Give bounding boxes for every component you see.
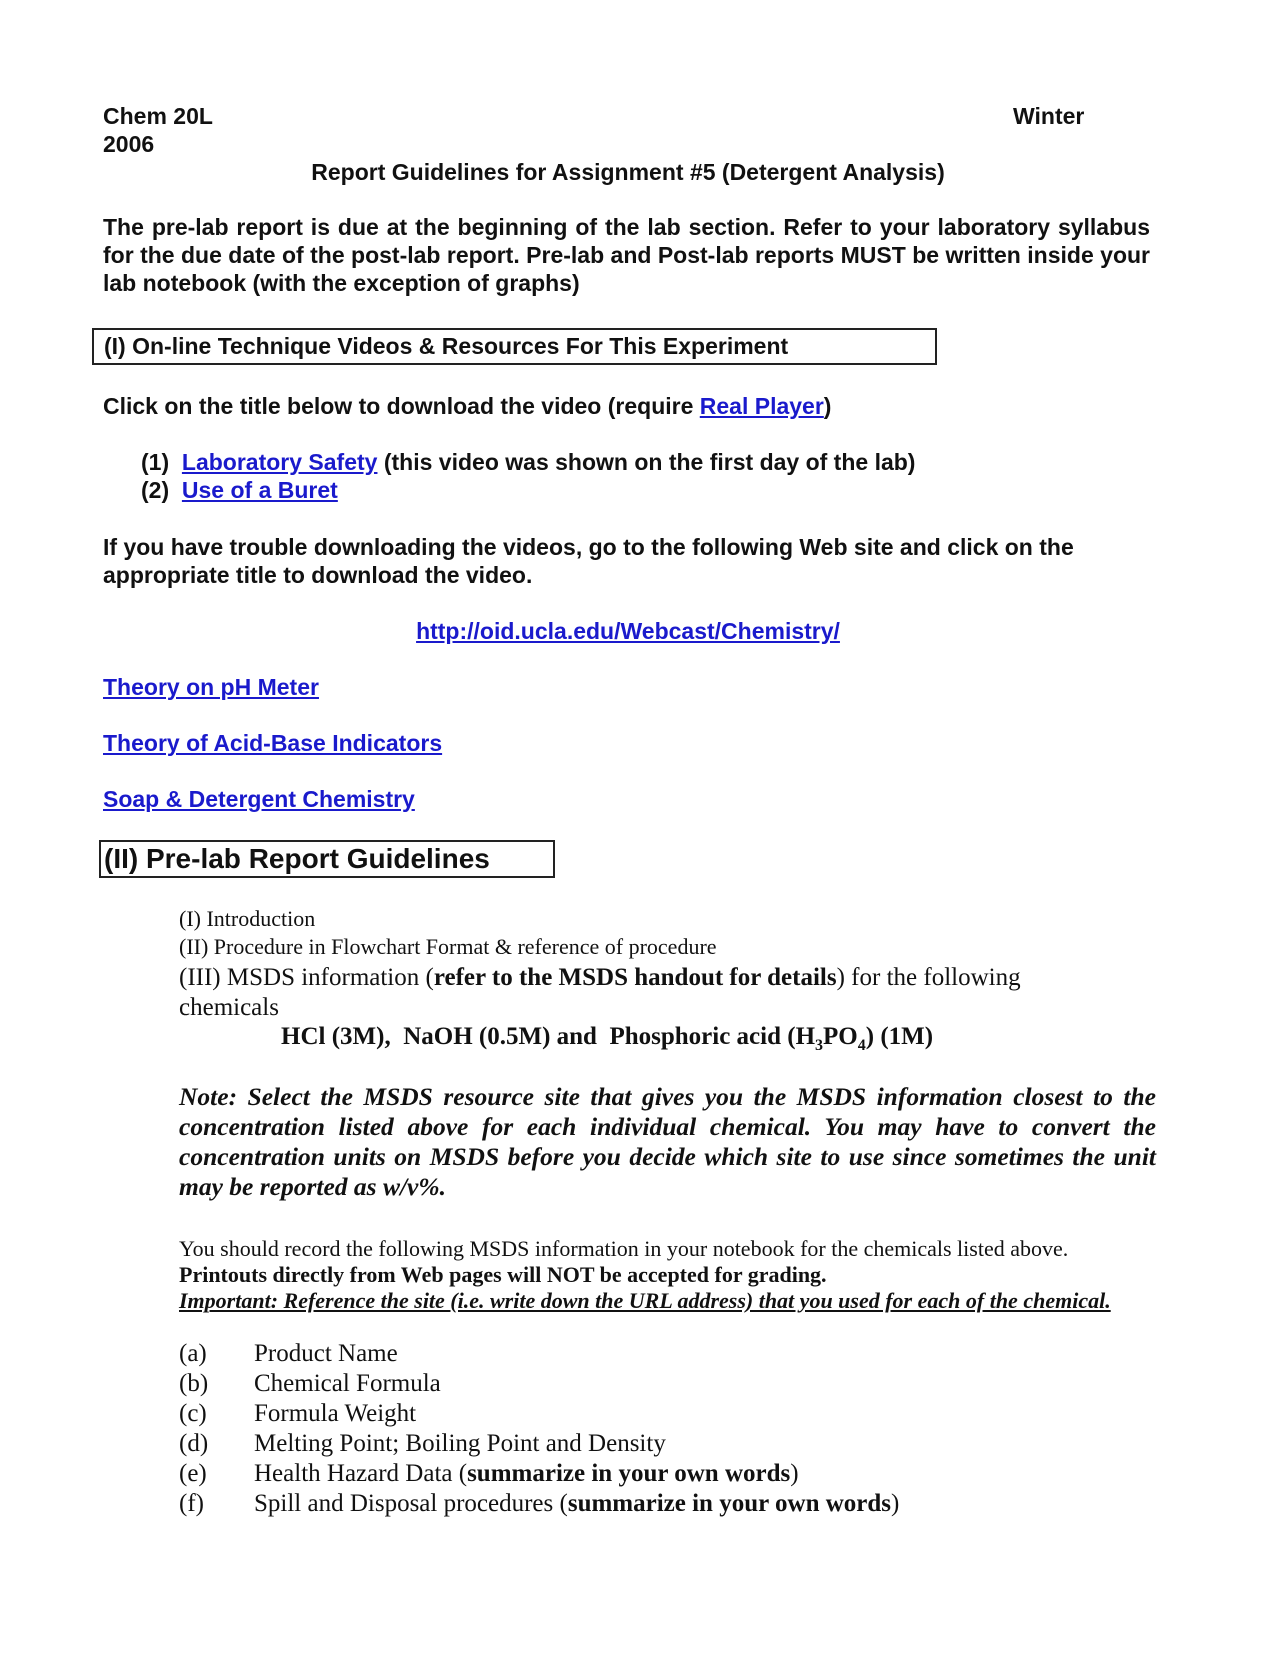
download-instruction	[103, 392, 831, 420]
use-of-buret-link[interactable]: Use of a Buret	[181, 477, 338, 503]
download-instruction-end: )	[823, 393, 832, 419]
video-item-number: (2)	[141, 477, 170, 503]
soap-detergent-chemistry-link[interactable]: Soap & Detergent Chemistry	[103, 786, 415, 812]
list-item-text: Melting Point; Boiling Point and Density	[254, 1430, 666, 1457]
section-2-heading-text: (II) Pre-lab Report Guidelines	[104, 843, 490, 874]
video-item-number: (1)	[141, 449, 170, 475]
list-item-end: )	[891, 1490, 900, 1517]
list-item	[179, 1429, 666, 1459]
course-title: Chem 20L	[103, 103, 213, 129]
ph-meter-theory-link[interactable]: Theory on pH Meter	[103, 674, 319, 700]
intro-paragraph: The pre-lab report is due at the beginning of the lab section. Refer to your laboratory syllabus for the due date of the post-lab report. Pre-lab and Post-lab reports MUST be written inside your lab notebook (with the exception of graphs)	[103, 214, 1150, 296]
chemicals-list	[281, 1022, 933, 1061]
important-note: Important: Reference the site (i.e. write down the URL address) that you used for each of the chemical.	[179, 1288, 1111, 1313]
list-item-label: (c)	[179, 1400, 207, 1427]
prelab-item-msds	[179, 963, 1104, 1023]
laboratory-safety-link[interactable]: Laboratory Safety	[181, 449, 378, 475]
webcast-url-row	[0, 617, 1256, 645]
page-title: Report Guidelines for Assignment #5 (Detergent Analysis)	[311, 159, 945, 185]
chemical-naoh: NaOH (0.5M) and	[403, 1023, 597, 1050]
list-item	[179, 1399, 416, 1429]
section-1-heading-text: (I) On-line Technique Videos & Resources For This Experiment	[104, 333, 789, 359]
trouble-paragraph: If you have trouble downloading the videos, go to the following Web site and click on the appropriate title to download the video.	[103, 534, 1074, 588]
subscript-3: 3	[815, 1037, 824, 1054]
resource-item	[103, 729, 442, 757]
list-item-text: Chemical Formula	[254, 1370, 441, 1397]
phosphoric-conc: ) (1M)	[865, 1023, 934, 1050]
subscript-4: 4	[857, 1037, 866, 1054]
term-year: 2006	[103, 131, 155, 157]
phosphoric-text: Phosphoric acid (H	[609, 1023, 816, 1050]
msds-note: Note: Select the MSDS resource site that gives you the MSDS information closest to the concentration listed above for each individual chemical. You may have to convert the concentration units on MSDS before you decide which site to use since sometimes the unit may be reported as w/v%.	[179, 1082, 1156, 1201]
list-item-label: (a)	[179, 1340, 207, 1367]
webcast-url-link[interactable]: http://oid.ucla.edu/Webcast/Chemistry/	[416, 618, 840, 644]
list-item	[179, 1489, 899, 1519]
download-instruction-text: Click on the title below to download the video (require	[103, 393, 700, 419]
resource-item	[103, 673, 319, 701]
msds-prefix: (III) MSDS information (	[179, 964, 434, 991]
chemical-phosphoric-acid	[609, 1023, 934, 1054]
list-item-label: (f)	[179, 1490, 204, 1517]
video-item	[141, 476, 338, 504]
video-item-note: (this video was shown on the first day of the lab)	[377, 449, 916, 475]
section-2-heading	[99, 840, 555, 878]
real-player-link[interactable]: Real Player	[699, 393, 824, 419]
prelab-item-introduction: (I) Introduction	[179, 906, 316, 931]
video-item	[141, 448, 915, 476]
prelab-item-procedure: (II) Procedure in Flowchart Format & reference of procedure	[179, 934, 717, 959]
list-item-label: (b)	[179, 1370, 209, 1397]
section-1-heading	[92, 328, 937, 365]
msds-handout-emphasis: refer to the MSDS handout for details	[433, 964, 837, 991]
list-item-text: Formula Weight	[254, 1400, 417, 1427]
phosphoric-po: PO	[823, 1023, 858, 1050]
list-item-text: Spill and Disposal procedures (	[254, 1490, 568, 1517]
list-item	[179, 1369, 441, 1399]
list-item-emphasis: summarize in your own words	[467, 1460, 791, 1487]
list-item-label: (e)	[179, 1460, 207, 1487]
list-item-end: )	[790, 1460, 799, 1487]
chemical-hcl: HCl (3M),	[281, 1023, 391, 1050]
acid-base-indicators-link[interactable]: Theory of Acid-Base Indicators	[103, 730, 443, 756]
term-season: Winter	[1013, 103, 1085, 129]
list-item	[179, 1459, 799, 1489]
record-instruction: You should record the following MSDS information in your notebook for the chemicals listed above.	[179, 1236, 1069, 1261]
list-item-text: Product Name	[254, 1340, 398, 1367]
list-item-text: Health Hazard Data (	[254, 1460, 468, 1487]
printouts-warning: Printouts directly from Web pages will NOT be accepted for grading.	[179, 1262, 827, 1287]
list-item-label: (d)	[179, 1430, 209, 1457]
resource-item	[103, 785, 415, 813]
list-item	[179, 1339, 398, 1369]
msds-suffix: ) for the following chemicals	[179, 964, 1021, 1021]
list-item-emphasis: summarize in your own words	[567, 1490, 892, 1517]
